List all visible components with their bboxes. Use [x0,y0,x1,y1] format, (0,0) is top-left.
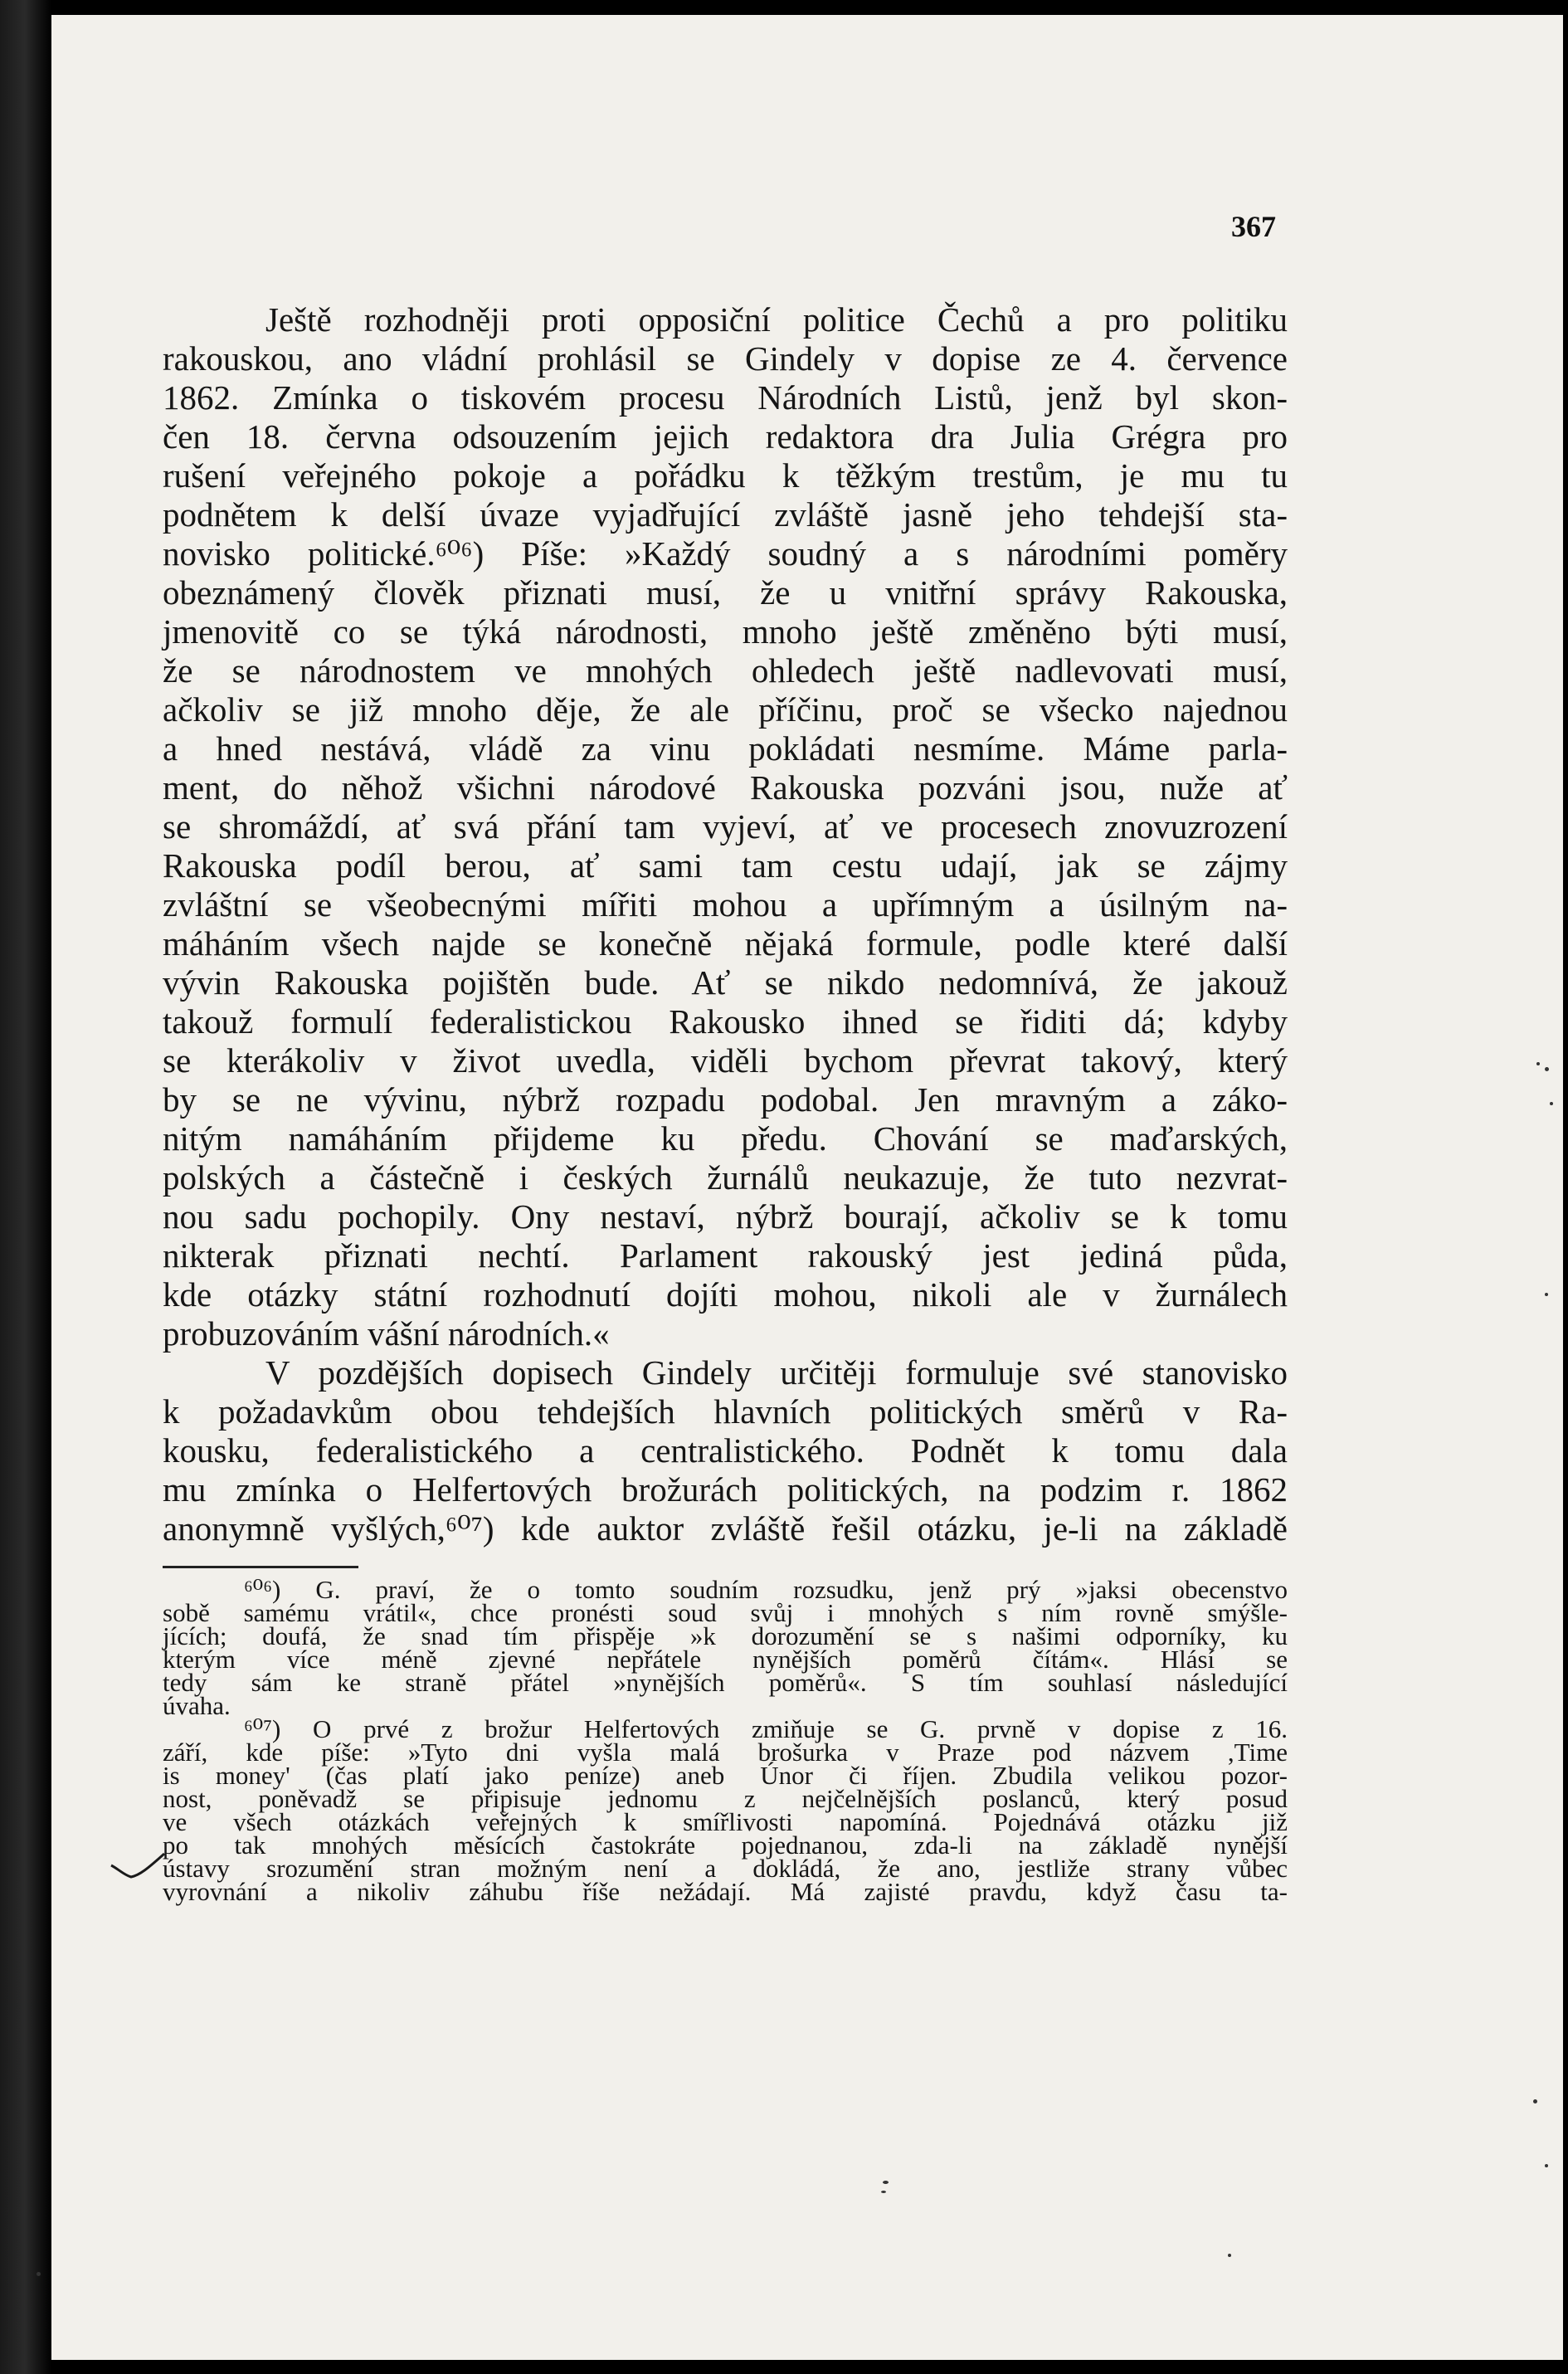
footnote-line: jících; doufá, že snad tím přispěje »k dorozumění se s našimi odporníky, ku [163,1621,1288,1650]
body-line: V pozdějších dopisech Gindely určitěji formuluje své stanovisko [265,1353,1288,1392]
body-line: se shromáždí, ať svá přání tam vyjeví, ať ve procesech znovuzrození [163,807,1288,846]
footnote-line: úvaha. [163,1691,231,1720]
body-line: anonymně vyšlých,⁶⁰⁷) kde auktor zvláště řešil otázku, je-li na základě [163,1509,1288,1548]
body-line: máháním všech najde se konečně nějaká formule, podle které další [163,924,1288,963]
body-line: se kterákoliv v život uvedla, viděli bychom převrat takový, který [163,1041,1288,1080]
page-number: 367 [1231,210,1276,243]
footnote-line: ⁶⁰⁶) G. praví, že o tomto soudním rozsudku, jenž prý »jaksi obecenstvo [244,1575,1288,1604]
scan-gutter [0,0,51,2374]
body-line: zvláštní se všeobecnými mířiti mohou a upřímným a úsilným na- [163,885,1288,924]
body-line: ačkoliv se již mnoho děje, že ale příčinu, proč se všecko najednou [163,690,1288,729]
footnote-line: ve všech otázkách veřejných k smířlivosti napomíná. Pojednává otázku již [163,1807,1288,1836]
footnote-separator [163,1566,358,1568]
body-line: vývin Rakouska pojištěn bude. Ať se nikdo nedomnívá, že jakouž [163,963,1288,1002]
body-line: probuzováním vášní národních.« [163,1314,610,1353]
body-line: takouž formulí federalistickou Rakousko ihned se řiditi dá; kdyby [163,1002,1288,1041]
footnotes [163,1575,1288,1906]
body-line: že se národnostem ve mnohých ohledech ještě nadlevovati musí, [163,651,1288,690]
body-line: podnětem k delší úvaze vyjadřující zvláště jasně jeho tehdejší sta- [163,495,1288,534]
footnote-line: ústavy srozumění stran možným není a dokládá, že ano, jestliže strany vůbec [163,1854,1288,1883]
body-line: novisko politické.⁶⁰⁶) Píše: »Každý soudný a s národními poměry [163,534,1288,573]
body-line: nitým namáháním přijdeme ku předu. Chování se maďarských, [163,1119,1288,1158]
footnote-line: ⁶⁰⁷) O prvé z brožur Helfertových zmiňuje se G. prvně v dopise z 16. [244,1714,1288,1743]
body-text [163,300,1288,1548]
footnote-line: tedy sám ke straně přátel »nynějších poměrů«. S tím souhlasí následující [163,1668,1288,1697]
body-line: obeznámený člověk přiznati musí, že u vnitřní správy Rakouska, [163,573,1288,612]
body-line: rušení veřejného pokoje a pořádku k těžkým trestům, je mu tu [163,456,1288,495]
footnote-line: kterým více méně zjevné nepřátele nynějších poměrů čítám«. Hlásí se [163,1645,1288,1674]
body-line: kousku, federalistického a centralistického. Podnět k tomu dala [163,1431,1288,1470]
footnote-line: is money' (čas platí jako peníze) aneb Únor či říjen. Zbudila velikou pozor- [163,1761,1288,1790]
body-line: kde otázky státní rozhodnutí dojíti mohou, nikoli ale v žurnálech [163,1275,1288,1314]
footnote-line: nost, poněvadž se připisuje jednomu z nejčelnějších poslanců, který posud [163,1784,1288,1813]
body-line: mu zmínka o Helfertových brožurách politických, na podzim r. 1862 [163,1470,1288,1509]
body-line: k požadavkům obou tehdejších hlavních politických směrů v Ra- [163,1392,1288,1431]
footnote-line: září, kde píše: »Tyto dni vyšla malá brošurka v Praze pod názvem ,Time [163,1738,1288,1767]
body-line: polských a částečně i českých žurnálů neukazuje, že tuto nezvrat- [163,1158,1288,1197]
body-line: by se ne vývinu, nýbrž rozpadu podobal. Jen mravným a záko- [163,1080,1288,1119]
body-line: a hned nestává, vládě za vinu pokládati nesmíme. Máme parla- [163,729,1288,768]
body-line: Ještě rozhodněji proti opposiční politice Čechů a pro politiku [265,300,1288,339]
footnote-line: vyrovnání a nikoliv záhubu říše nežádají. Má zajisté pravdu, když času ta- [163,1877,1288,1906]
body-line: nikterak přiznati nechtí. Parlament rakouský jest jediná půda, [163,1236,1288,1275]
footnote-line: sobě samému vrátil«, chce pronésti soud svůj i mnohých s ním rovně smýšle- [163,1598,1288,1627]
body-line: čen 18. června odsouzením jejich redaktora dra Julia Grégra pro [163,417,1288,456]
body-line: rakouskou, ano vládní prohlásil se Gindely v dopise ze 4. července [163,339,1288,378]
footnote-line: po tak mnohých měsících častokráte pojednanou, zda-li na základě nynější [163,1830,1288,1860]
body-line: Rakouska podíl berou, ať sami tam cestu udají, jak se zájmy [163,846,1288,885]
body-line: ment, do něhož všichni národové Rakouska pozváni jsou, nuže ať [163,768,1288,807]
handwritten-check-mark [110,1850,168,1884]
body-line: nou sadu pochopily. Ony nestaví, nýbrž bourají, ačkoliv se k tomu [163,1197,1288,1236]
body-line: jmenovitě co se týká národnosti, mnoho ještě změněno býti musí, [163,612,1288,651]
body-line: 1862. Zmínka o tiskovém procesu Národních Listů, jenž byl skon- [163,378,1288,417]
